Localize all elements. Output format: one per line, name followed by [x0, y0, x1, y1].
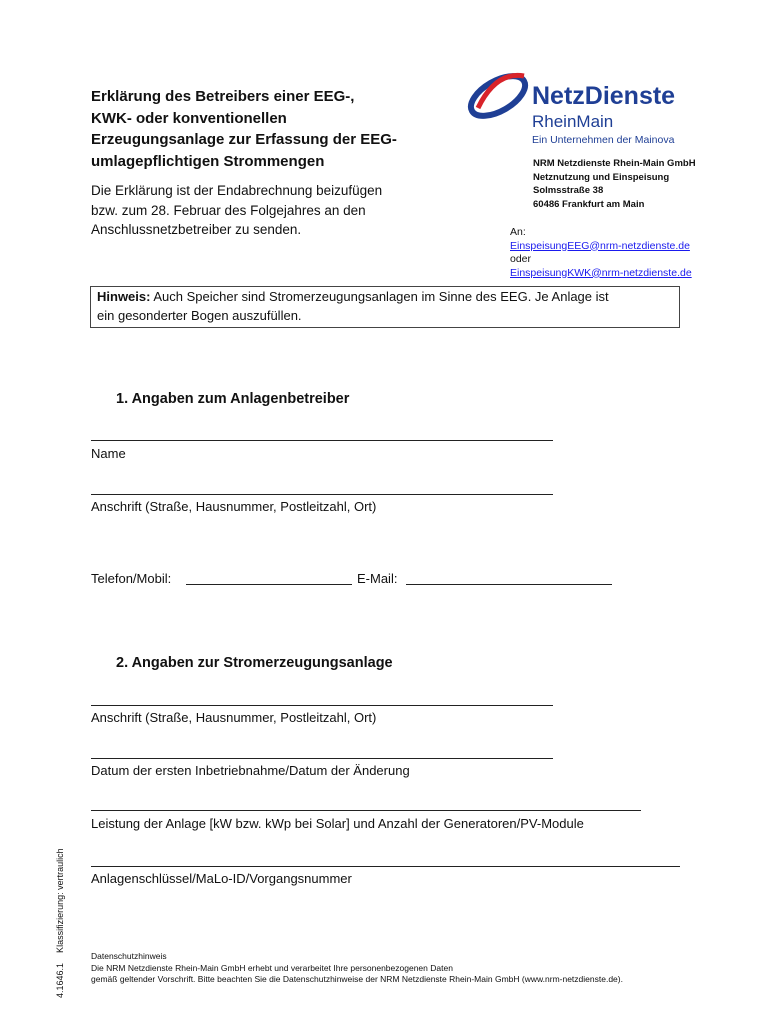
title-line: umlagepflichtigen Strommengen [91, 152, 325, 170]
hint-text: Auch Speicher sind Stromerzeugungsanlagen im Sinne des EEG. Je Anlage ist [150, 289, 609, 304]
plant-address-label: Anschrift (Straße, Hausnummer, Postleitzahl, Ort) [91, 710, 377, 725]
plant-key-label: Anlagenschlüssel/MaLo-ID/Vorgangsnummer [91, 871, 352, 886]
hint-label: Hinweis: [97, 289, 151, 304]
company-logo [466, 66, 706, 156]
contact-block [510, 226, 692, 280]
name-label: Name [91, 446, 126, 461]
email-label: E-Mail: [357, 571, 398, 586]
plant-key-field[interactable] [91, 866, 680, 867]
footer-line: gemäß geltender Vorschrift. Bitte beachten Sie die Datenschutzhinweise der NRM Netzdienste Rhein-Main GmbH (www.nrm-netzdienste.de). [91, 974, 623, 984]
power-label: Leistung der Anlage [kW bzw. kWp bei Solar] und Anzahl der Generatoren/PV-Module [91, 816, 584, 831]
intro-line: Anschlussnetzbetreiber zu senden. [91, 222, 302, 237]
address-line: Netznutzung und Einspeisung [533, 171, 670, 183]
section-2-heading: 2. Angaben zur Stromerzeugungsanlage [116, 655, 393, 671]
section-1-heading: 1. Angaben zum Anlagenbetreiber [116, 391, 350, 407]
hint-box [90, 286, 680, 328]
email-link-eeg[interactable]: EinspeisungEEG@nrm-netzdienste.de [510, 239, 690, 252]
power-field[interactable] [91, 810, 641, 811]
logo-tagline: Ein Unternehmen der Mainova [532, 134, 675, 146]
or-label: oder [510, 253, 532, 265]
phone-label: Telefon/Mobil: [91, 571, 172, 586]
privacy-footer [91, 951, 623, 986]
name-field[interactable] [91, 440, 553, 441]
document-title [91, 86, 397, 172]
logo-name: NetzDienste [532, 82, 676, 110]
email-field[interactable] [406, 584, 612, 585]
operator-address-label: Anschrift (Straße, Hausnummer, Postleitzahl, Ort) [91, 499, 377, 514]
company-address [533, 157, 696, 211]
side-classification [55, 828, 65, 998]
commissioning-date-label: Datum der ersten Inbetriebnahme/Datum der Änderung [91, 763, 410, 778]
address-line: NRM Netzdienste Rhein-Main GmbH [533, 158, 696, 169]
email-link-kwk[interactable]: EinspeisungKWK@nrm-netzdienste.de [510, 266, 692, 279]
document-number: 4.1646.1 [55, 962, 65, 998]
to-label: An: [510, 226, 526, 238]
plant-address-field[interactable] [91, 705, 553, 706]
intro-line: Die Erklärung ist der Endabrechnung beizufügen [91, 183, 383, 198]
title-line: Erzeugungsanlage zur Erfassung der EEG- [91, 131, 397, 148]
intro-text [91, 181, 382, 240]
hint-text-2: ein gesonderter Bogen auszufüllen. [97, 307, 302, 323]
title-line: KWK- oder konventionellen [91, 109, 287, 127]
logo-sub: RheinMain [532, 112, 614, 131]
address-line: 60486 Frankfurt am Main [533, 198, 645, 210]
title-line: Erklärung des Betreibers einer EEG-, [91, 88, 355, 105]
phone-field[interactable] [186, 584, 352, 585]
footer-title: Datenschutzhinweis [91, 951, 167, 961]
operator-address-field[interactable] [91, 494, 553, 495]
commissioning-date-field[interactable] [91, 758, 553, 759]
intro-line: bzw. zum 28. Februar des Folgejahres an den [91, 202, 366, 218]
classification-text: Klassifizierung: vertraulich [55, 848, 65, 953]
footer-line: Die NRM Netzdienste Rhein-Main GmbH erhebt und verarbeitet Ihre personenbezogenen Daten [91, 962, 453, 973]
address-line: Solmsstraße 38 [533, 185, 604, 196]
